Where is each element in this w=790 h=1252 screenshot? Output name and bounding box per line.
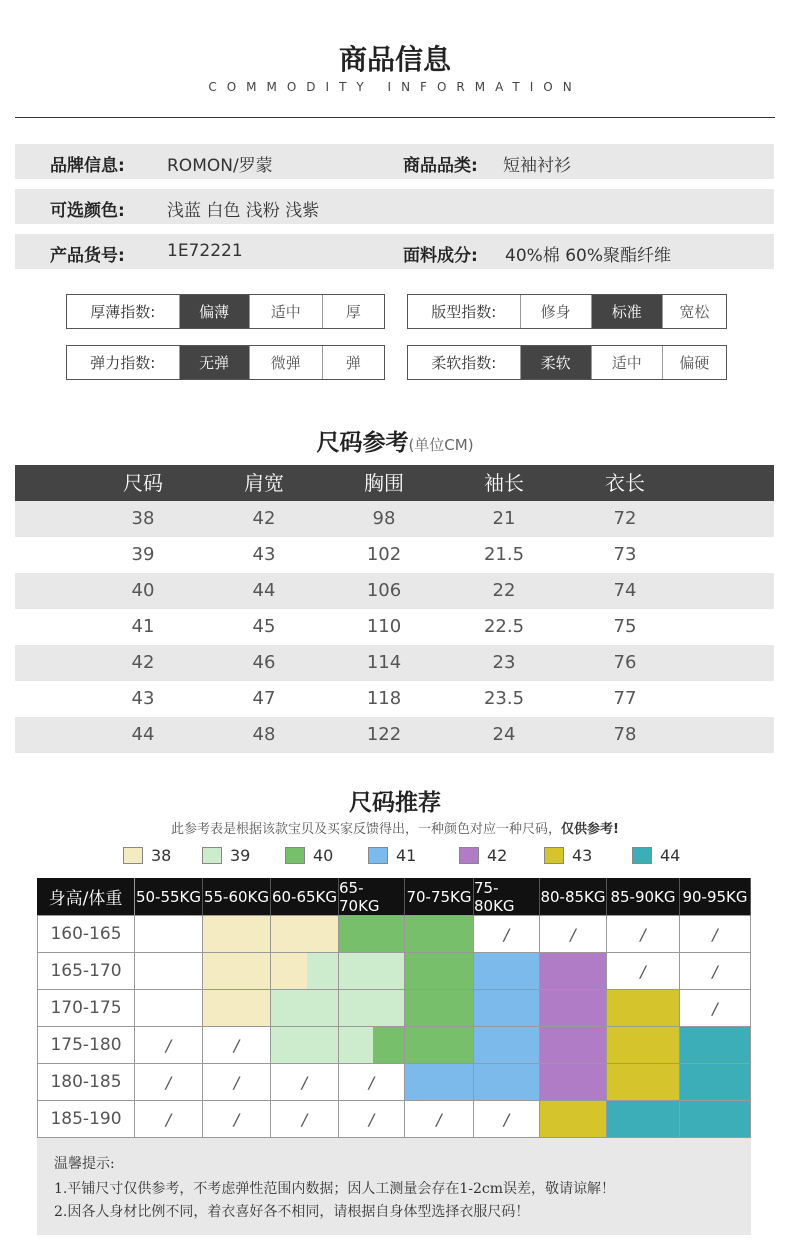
weight-header: 80-85KG xyxy=(540,878,607,916)
no-size-mark: / xyxy=(301,1109,308,1129)
info-row-sku xyxy=(15,234,774,269)
size-cell xyxy=(680,1064,751,1101)
size-table-cell: 73 xyxy=(613,544,637,565)
size-cell xyxy=(607,953,680,990)
thickness-option: 偏薄 xyxy=(179,295,249,328)
size-cell xyxy=(680,1027,751,1064)
size-table-cell: 74 xyxy=(613,580,637,601)
size-cell xyxy=(135,1101,203,1138)
size-cell xyxy=(540,1101,607,1138)
legend-swatch xyxy=(632,847,652,864)
height-label: 175-180 xyxy=(37,1027,135,1064)
height-label: 185-190 xyxy=(37,1101,135,1138)
size-cell xyxy=(474,916,540,953)
size-col-header: 尺码 xyxy=(123,471,163,495)
weight-header: 90-95KG xyxy=(680,878,751,916)
size-col-header: 肩宽 xyxy=(244,471,284,495)
softness-option: 柔软 xyxy=(520,346,591,379)
size-cell xyxy=(405,1101,474,1138)
size-table-cell: 102 xyxy=(366,544,402,565)
page-title: 商品信息 xyxy=(338,43,451,76)
size-cell xyxy=(271,990,339,1027)
grid-corner-header: 身高/体重 xyxy=(37,878,135,916)
no-size-mark: / xyxy=(368,1072,375,1092)
size-table-cell: 42 xyxy=(252,508,276,529)
color-value: 浅蓝 白色 浅粉 浅紫 xyxy=(167,201,320,221)
size-col-header: 胸围 xyxy=(364,471,404,495)
size-table-cell: 77 xyxy=(613,688,637,709)
no-size-mark: / xyxy=(640,924,646,944)
legend-label: 38 xyxy=(151,846,172,865)
size-cell xyxy=(607,1101,680,1138)
size-table-cell: 44 xyxy=(131,724,155,745)
size-table-cell: 106 xyxy=(366,580,402,601)
size-cell xyxy=(203,916,271,953)
divider xyxy=(15,117,775,118)
weight-header: 85-90KG xyxy=(607,878,680,916)
size-ref-unit: (单位CM) xyxy=(408,436,474,454)
legend-item xyxy=(285,846,333,865)
thickness-label: 厚薄指数: xyxy=(90,303,156,321)
no-size-mark: / xyxy=(712,924,718,944)
size-cell xyxy=(474,1101,540,1138)
size-cell xyxy=(203,1064,271,1101)
tips-heading: 温馨提示: xyxy=(54,1156,115,1172)
size-table-cell: 43 xyxy=(252,544,276,565)
size-table-cell: 47 xyxy=(252,688,276,709)
size-table-cell: 39 xyxy=(131,544,155,565)
size-cell xyxy=(607,1027,680,1064)
size-table-cell: 23.5 xyxy=(483,688,525,709)
size-cell xyxy=(203,1101,271,1138)
size-table-cell: 76 xyxy=(613,652,637,673)
fit-option: 修身 xyxy=(520,295,591,328)
size-ref-title: 尺码参考 xyxy=(316,430,409,456)
size-cell xyxy=(405,1064,474,1101)
legend-item xyxy=(459,846,507,865)
legend-swatch xyxy=(459,847,479,864)
no-size-mark: / xyxy=(712,961,718,981)
softness-option: 适中 xyxy=(591,346,662,379)
size-cell xyxy=(405,953,474,990)
size-cell xyxy=(271,1064,339,1101)
size-cell xyxy=(540,953,607,990)
size-cell xyxy=(405,1027,474,1064)
size-cell xyxy=(540,1027,607,1064)
legend-label: 44 xyxy=(660,846,681,865)
legend-swatch xyxy=(202,847,222,864)
size-ref-heading xyxy=(0,424,790,457)
height-label: 160-165 xyxy=(37,916,135,953)
no-size-mark: / xyxy=(233,1109,240,1129)
size-cell xyxy=(540,916,607,953)
size-cell xyxy=(474,990,540,1027)
fabric-label: 面料成分: xyxy=(403,246,478,266)
size-table-cell: 114 xyxy=(366,652,402,673)
no-size-mark: / xyxy=(712,998,718,1018)
size-table-cell: 42 xyxy=(131,652,155,673)
legend-item xyxy=(544,846,592,865)
fit-index xyxy=(407,294,727,329)
sku-value: 1E72221 xyxy=(167,241,243,261)
size-table-cell: 21.5 xyxy=(483,544,525,565)
size-table-cell: 45 xyxy=(252,616,276,637)
legend-label: 40 xyxy=(313,846,334,865)
size-cell xyxy=(135,916,203,953)
size-table-cell: 38 xyxy=(131,508,155,529)
tips-box xyxy=(37,1138,751,1235)
no-size-mark: / xyxy=(368,1109,375,1129)
size-table-cell: 46 xyxy=(252,652,276,673)
legend-item xyxy=(202,846,250,865)
size-table-row xyxy=(15,717,774,753)
stretch-option: 微弹 xyxy=(249,346,322,379)
info-row-brand xyxy=(15,144,774,179)
size-cell xyxy=(339,1027,405,1064)
size-table-cell: 72 xyxy=(613,508,637,529)
no-size-mark: / xyxy=(233,1072,240,1092)
size-table-row xyxy=(15,645,774,681)
size-cell xyxy=(135,1027,203,1064)
size-cell xyxy=(339,1064,405,1101)
legend-label: 41 xyxy=(396,846,417,865)
softness-option: 偏硬 xyxy=(662,346,726,379)
thickness-index xyxy=(66,294,385,329)
size-table-header xyxy=(15,465,774,501)
size-table-row xyxy=(15,573,774,609)
tips-line-2: 2.因各人身材比例不同，着衣喜好各不相同，请根据自身体型选择衣服尺码！ xyxy=(54,1204,530,1220)
size-cell xyxy=(680,1101,751,1138)
size-col-header: 袖长 xyxy=(484,471,524,495)
size-cell xyxy=(203,1027,271,1064)
size-cell xyxy=(680,916,751,953)
stretch-option: 弹 xyxy=(322,346,384,379)
size-table-cell: 40 xyxy=(131,580,155,601)
weight-header: 65-70KG xyxy=(339,878,405,916)
size-cell xyxy=(135,953,203,990)
size-table-row xyxy=(15,681,774,717)
size-table-cell: 43 xyxy=(131,688,155,709)
size-table-row xyxy=(15,537,774,573)
thickness-option: 厚 xyxy=(322,295,384,328)
size-cell xyxy=(680,953,751,990)
size-cell xyxy=(339,953,405,990)
legend-label: 42 xyxy=(487,846,508,865)
size-cell xyxy=(203,953,271,990)
fit-label: 版型指数: xyxy=(431,303,497,321)
weight-header: 75-80KG xyxy=(474,878,540,916)
legend-swatch xyxy=(285,847,305,864)
no-size-mark: / xyxy=(640,961,646,981)
size-table-cell: 23 xyxy=(492,652,516,673)
recommend-title: 尺码推荐 xyxy=(349,790,441,816)
legend-label: 39 xyxy=(230,846,251,865)
size-cell xyxy=(271,916,339,953)
tips-line-1: 1.平铺尺寸仅供参考，不考虑弹性范围内数据；因人工测量会存在1-2cm误差，敬请谅解！ xyxy=(54,1181,616,1197)
size-table-row xyxy=(15,609,774,645)
stretch-label: 弹力指数: xyxy=(90,354,156,372)
legend-item xyxy=(632,846,680,865)
color-label: 可选颜色: xyxy=(50,201,125,221)
size-table-cell: 21 xyxy=(492,508,516,529)
size-table-cell: 24 xyxy=(492,724,516,745)
size-table-cell: 78 xyxy=(613,724,637,745)
size-cell xyxy=(474,1027,540,1064)
no-size-mark: / xyxy=(503,1109,510,1129)
size-table-cell: 98 xyxy=(372,508,396,529)
softness-label: 柔软指数: xyxy=(431,354,497,372)
no-size-mark: / xyxy=(570,924,576,944)
size-cell xyxy=(607,916,680,953)
legend-swatch xyxy=(368,847,388,864)
size-cell xyxy=(474,953,540,990)
size-cell xyxy=(135,990,203,1027)
size-table-cell: 44 xyxy=(252,580,276,601)
thickness-option: 适中 xyxy=(249,295,322,328)
no-size-mark: / xyxy=(165,1109,172,1129)
height-label: 180-185 xyxy=(37,1064,135,1101)
brand-label: 品牌信息: xyxy=(50,156,125,176)
size-cell xyxy=(680,990,751,1027)
size-cell xyxy=(271,953,339,990)
legend-item xyxy=(123,846,171,865)
legend-item xyxy=(368,846,416,865)
size-cell xyxy=(405,990,474,1027)
size-cell xyxy=(135,1064,203,1101)
recommend-note xyxy=(0,818,790,837)
no-size-mark: / xyxy=(165,1035,172,1055)
size-cell xyxy=(540,990,607,1027)
no-size-mark: / xyxy=(233,1035,240,1055)
stretch-option: 无弹 xyxy=(179,346,249,379)
fit-option: 标准 xyxy=(591,295,662,328)
fit-option: 宽松 xyxy=(662,295,726,328)
no-size-mark: / xyxy=(301,1072,308,1092)
recommend-note-text: 此参考表是根据该款宝贝及买家反馈得出，一种颜色对应一种尺码， xyxy=(171,822,562,837)
size-table-cell: 22 xyxy=(492,580,516,601)
size-cell xyxy=(607,990,680,1027)
recommend-note-bold: 仅供参考! xyxy=(561,822,619,837)
page-caption: COMMODITY INFORMATION xyxy=(208,80,582,94)
legend-swatch xyxy=(544,847,564,864)
size-table-cell: 22.5 xyxy=(483,616,525,637)
size-cell xyxy=(474,1064,540,1101)
size-cell xyxy=(339,990,405,1027)
size-cell xyxy=(339,1101,405,1138)
height-label: 165-170 xyxy=(37,953,135,990)
size-table-row xyxy=(15,501,774,537)
legend-label: 43 xyxy=(572,846,593,865)
weight-header: 50-55KG xyxy=(135,878,203,916)
stretch-index xyxy=(66,345,385,380)
size-cell xyxy=(339,916,405,953)
info-row-colors xyxy=(15,189,774,224)
size-cell xyxy=(607,1064,680,1101)
size-table-cell: 41 xyxy=(131,616,155,637)
size-cell xyxy=(271,1027,339,1064)
size-table-cell: 110 xyxy=(366,616,402,637)
height-label: 170-175 xyxy=(37,990,135,1027)
size-cell xyxy=(405,916,474,953)
no-size-mark: / xyxy=(165,1072,172,1092)
size-table-cell: 48 xyxy=(252,724,276,745)
weight-header: 60-65KG xyxy=(271,878,339,916)
size-table-cell: 118 xyxy=(366,688,402,709)
size-cell xyxy=(540,1064,607,1101)
fabric-value: 40%棉 60%聚酯纤维 xyxy=(505,246,671,266)
softness-index xyxy=(407,345,727,380)
size-table-cell: 122 xyxy=(366,724,402,745)
legend-swatch xyxy=(123,847,143,864)
brand-value: ROMON/罗蒙 xyxy=(167,156,273,176)
size-table-cell: 75 xyxy=(613,616,637,637)
category-label: 商品品类: xyxy=(403,156,478,176)
size-cell xyxy=(203,990,271,1027)
sku-label: 产品货号: xyxy=(50,246,125,266)
category-value: 短袖衬衫 xyxy=(503,156,571,176)
size-col-header: 衣长 xyxy=(605,471,645,495)
weight-header: 70-75KG xyxy=(405,878,474,916)
weight-header: 55-60KG xyxy=(203,878,271,916)
size-cell xyxy=(271,1101,339,1138)
no-size-mark: / xyxy=(503,924,510,944)
no-size-mark: / xyxy=(436,1109,442,1129)
